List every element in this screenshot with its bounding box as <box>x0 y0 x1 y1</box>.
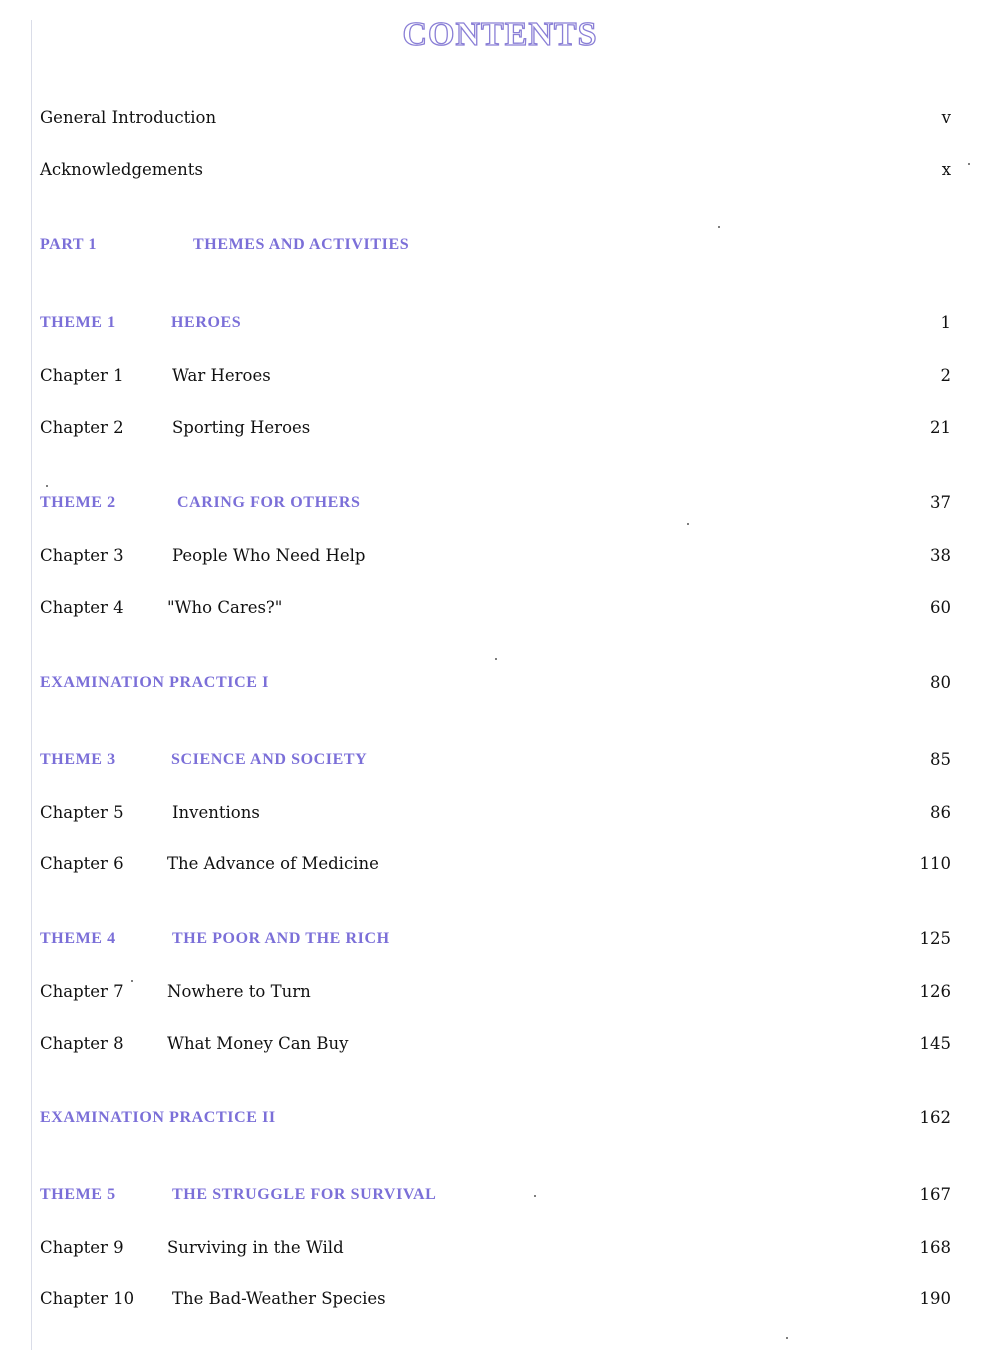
entry-page: 86 <box>930 803 951 822</box>
scan-speck <box>968 163 970 165</box>
scan-speck <box>718 226 720 228</box>
chapter-label: Chapter 7 <box>40 982 124 1001</box>
theme-label: THEME 2 <box>40 494 116 511</box>
toc-theme-heading[interactable] <box>0 927 1000 951</box>
theme-title: THE POOR AND THE RICH <box>172 930 390 947</box>
entry-page: 125 <box>919 929 951 948</box>
chapter-label: Chapter 10 <box>40 1289 135 1308</box>
chapter-title: Surviving in the Wild <box>167 1238 344 1257</box>
entry-page: x <box>941 160 951 179</box>
scan-speck <box>786 1337 788 1339</box>
toc-chapter-entry[interactable] <box>0 852 1000 876</box>
entry-page: 145 <box>919 1034 951 1053</box>
page-title: CONTENTS <box>402 16 598 53</box>
chapter-label: Chapter 6 <box>40 854 124 873</box>
entry-page: v <box>941 108 951 127</box>
entry-page: 190 <box>919 1289 951 1308</box>
entry-page: 2 <box>940 366 951 385</box>
toc-chapter-entry[interactable] <box>0 596 1000 620</box>
entry-page: 85 <box>930 750 951 769</box>
toc-theme-heading[interactable] <box>0 1183 1000 1207</box>
toc-part-heading <box>0 233 1000 257</box>
toc-chapter-entry[interactable] <box>0 1287 1000 1311</box>
exam-title: EXAMINATION PRACTICE I <box>40 674 269 691</box>
toc-exam-heading[interactable] <box>0 671 1000 695</box>
entry-page: 60 <box>930 598 951 617</box>
chapter-label: Chapter 4 <box>40 598 124 617</box>
chapter-title: War Heroes <box>172 366 271 385</box>
chapter-label: Chapter 8 <box>40 1034 124 1053</box>
toc-exam-heading[interactable] <box>0 1106 1000 1130</box>
entry-page: 38 <box>930 546 951 565</box>
chapter-label: Chapter 5 <box>40 803 124 822</box>
part-title: THEMES AND ACTIVITIES <box>193 236 410 253</box>
toc-chapter-entry[interactable] <box>0 544 1000 568</box>
scan-speck <box>131 980 133 982</box>
entry-page: 167 <box>919 1185 951 1204</box>
entry-page: 37 <box>930 493 951 512</box>
toc-theme-heading[interactable] <box>0 748 1000 772</box>
theme-label: THEME 4 <box>40 930 116 947</box>
toc-chapter-entry[interactable] <box>0 1032 1000 1056</box>
entry-page: 126 <box>919 982 951 1001</box>
entry-page: 110 <box>919 854 951 873</box>
theme-label: THEME 5 <box>40 1186 116 1203</box>
chapter-title: Sporting Heroes <box>172 418 311 437</box>
chapter-title: "Who Cares?" <box>167 598 283 617</box>
theme-title: CARING FOR OTHERS <box>177 494 361 511</box>
entry-page: 168 <box>919 1238 951 1257</box>
entry-page: 162 <box>919 1108 951 1127</box>
scan-speck <box>534 1195 536 1197</box>
theme-title: THE STRUGGLE FOR SURVIVAL <box>172 1186 437 1203</box>
toc-chapter-entry[interactable] <box>0 364 1000 388</box>
entry-page: 21 <box>930 418 951 437</box>
chapter-label: Chapter 2 <box>40 418 124 437</box>
toc-chapter-entry[interactable] <box>0 980 1000 1004</box>
toc-chapter-entry[interactable] <box>0 1236 1000 1260</box>
scan-speck <box>46 485 48 487</box>
toc-entry-general-introduction[interactable] <box>0 106 1000 130</box>
chapter-title: People Who Need Help <box>172 546 366 565</box>
toc-theme-heading[interactable] <box>0 491 1000 515</box>
entry-page: 80 <box>930 673 951 692</box>
toc-chapter-entry[interactable] <box>0 801 1000 825</box>
entry-title: Acknowledgements <box>40 160 203 179</box>
theme-title: HEROES <box>171 314 242 331</box>
chapter-title: The Advance of Medicine <box>167 854 379 873</box>
entry-page: 1 <box>940 313 951 332</box>
chapter-label: Chapter 9 <box>40 1238 124 1257</box>
theme-label: THEME 1 <box>40 314 116 331</box>
chapter-title: Nowhere to Turn <box>167 982 311 1001</box>
scan-speck <box>687 523 689 525</box>
theme-label: THEME 3 <box>40 751 116 768</box>
theme-title: SCIENCE AND SOCIETY <box>171 751 368 768</box>
part-label: PART 1 <box>40 236 98 253</box>
entry-title: General Introduction <box>40 108 217 127</box>
chapter-title: The Bad-Weather Species <box>172 1289 386 1308</box>
chapter-label: Chapter 3 <box>40 546 124 565</box>
toc-theme-heading[interactable] <box>0 311 1000 335</box>
scan-speck <box>495 658 497 660</box>
chapter-title: What Money Can Buy <box>167 1034 349 1053</box>
chapter-title: Inventions <box>172 803 260 822</box>
toc-entry-acknowledgements[interactable] <box>0 158 1000 182</box>
exam-title: EXAMINATION PRACTICE II <box>40 1109 276 1126</box>
toc-chapter-entry[interactable] <box>0 416 1000 440</box>
chapter-label: Chapter 1 <box>40 366 124 385</box>
